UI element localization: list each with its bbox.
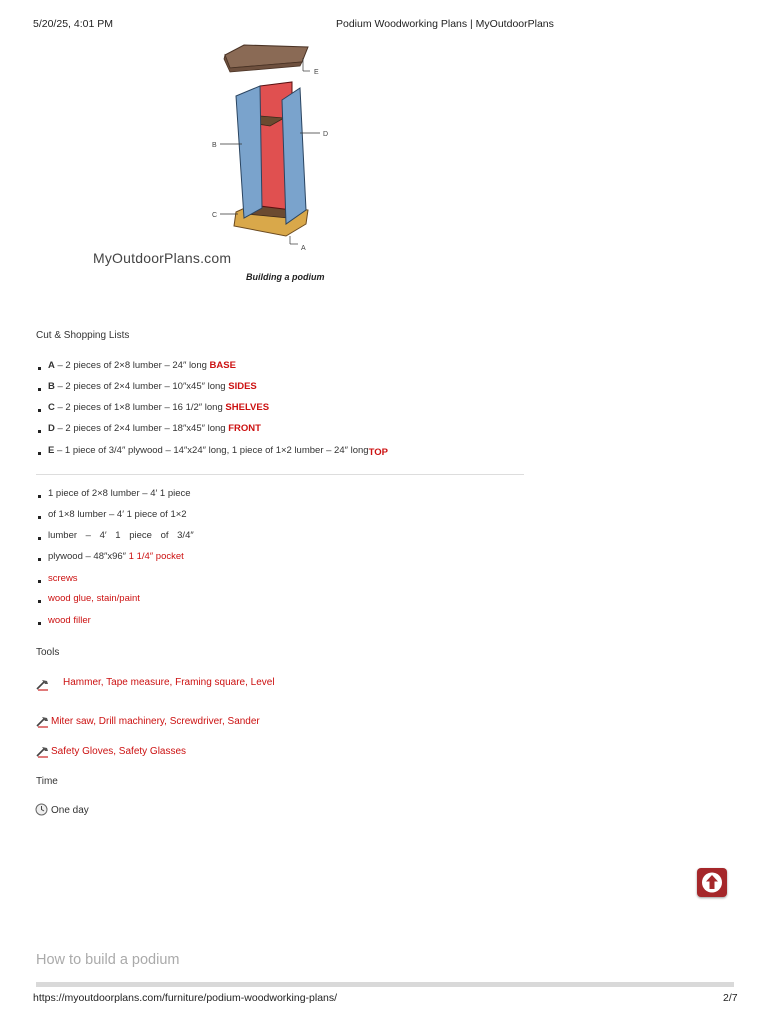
cut-tag-a: BASE — [209, 360, 236, 371]
podium-left-side — [236, 86, 262, 218]
cut-tag-d: FRONT — [228, 423, 261, 434]
tools-heading: Tools — [36, 647, 60, 658]
wood-glue-link[interactable]: wood glue, stain/paint — [48, 593, 140, 604]
cut-item-d: D – 2 pieces of 2×4 lumber – 18″x45″ long FRONT — [48, 423, 261, 434]
shopping-line — [48, 573, 78, 584]
figure-caption: Building a podium — [246, 272, 325, 282]
cut-item-a: A – 2 pieces of 2×8 lumber – 24″ long BASE — [48, 360, 236, 371]
cut-tag-e: TOP — [368, 447, 388, 458]
tools-group-1-link[interactable]: Hammer, Tape measure, Framing square, Level — [63, 677, 275, 688]
wood-filler-link[interactable]: wood filler — [48, 615, 91, 626]
shopping-line: plywood – 48″x96″ 1 1/4″ pocket — [48, 551, 184, 562]
shopping-line: of 1×8 lumber – 4′ 1 piece of 1×2 — [48, 509, 187, 520]
cut-tag-b: SIDES — [228, 381, 257, 392]
cut-item-c: C – 2 pieces of 1×8 lumber – 16 1/2″ long SHELVES — [48, 402, 270, 413]
tools-group-2-link[interactable]: Miter saw, Drill machinery, Screwdriver, Sander — [51, 716, 260, 727]
shopping-line — [48, 593, 140, 604]
print-page-number: 2/7 — [723, 992, 738, 1004]
hammer-icon — [36, 746, 50, 758]
brand-watermark: MyOutdoorPlans.com — [93, 250, 232, 266]
cut-item-b: B – 2 pieces of 2×4 lumber – 10″x45″ long SIDES — [48, 381, 257, 392]
section-bar — [36, 982, 734, 987]
hammer-icon — [36, 716, 50, 728]
label-c: C — [212, 212, 218, 219]
scroll-to-top-button[interactable] — [697, 868, 727, 897]
clock-icon — [35, 803, 48, 816]
screws-link[interactable]: screws — [48, 573, 78, 584]
label-d: D — [323, 131, 329, 138]
label-e: E — [314, 69, 319, 76]
pocket-screws-link[interactable]: 1 1/4″ pocket — [128, 551, 184, 562]
arrow-up-icon — [697, 868, 727, 897]
podium-right-side — [282, 88, 306, 224]
cut-item-e: E – 1 piece of 3/4″ plywood – 14″x24″ long, 1 piece of 1×2 lumber – 24″ longTOP — [48, 445, 388, 458]
shopping-line — [48, 615, 91, 626]
hammer-icon — [36, 679, 50, 691]
divider — [36, 474, 524, 475]
print-url: https://myoutdoorplans.com/furniture/podium-woodworking-plans/ — [33, 992, 338, 1004]
print-datetime: 5/20/25, 4:01 PM — [33, 18, 113, 30]
podium-illustration — [200, 40, 350, 255]
cut-tag-c: SHELVES — [225, 402, 270, 413]
label-a: A — [301, 245, 306, 252]
shopping-line: lumber – 4′ 1 piece of 3/4″ — [48, 530, 194, 541]
print-page-title: Podium Woodworking Plans | MyOutdoorPlans — [336, 18, 554, 30]
time-value: One day — [51, 805, 89, 816]
cut-list-heading: Cut & Shopping Lists — [36, 330, 130, 341]
label-b: B — [212, 142, 217, 149]
tools-group-3-link[interactable]: Safety Gloves, Safety Glasses — [51, 746, 187, 757]
shopping-line: 1 piece of 2×8 lumber – 4′ 1 piece — [48, 488, 191, 499]
time-heading: Time — [36, 776, 58, 787]
section-heading-how-to-build: How to build a podium — [36, 952, 180, 968]
